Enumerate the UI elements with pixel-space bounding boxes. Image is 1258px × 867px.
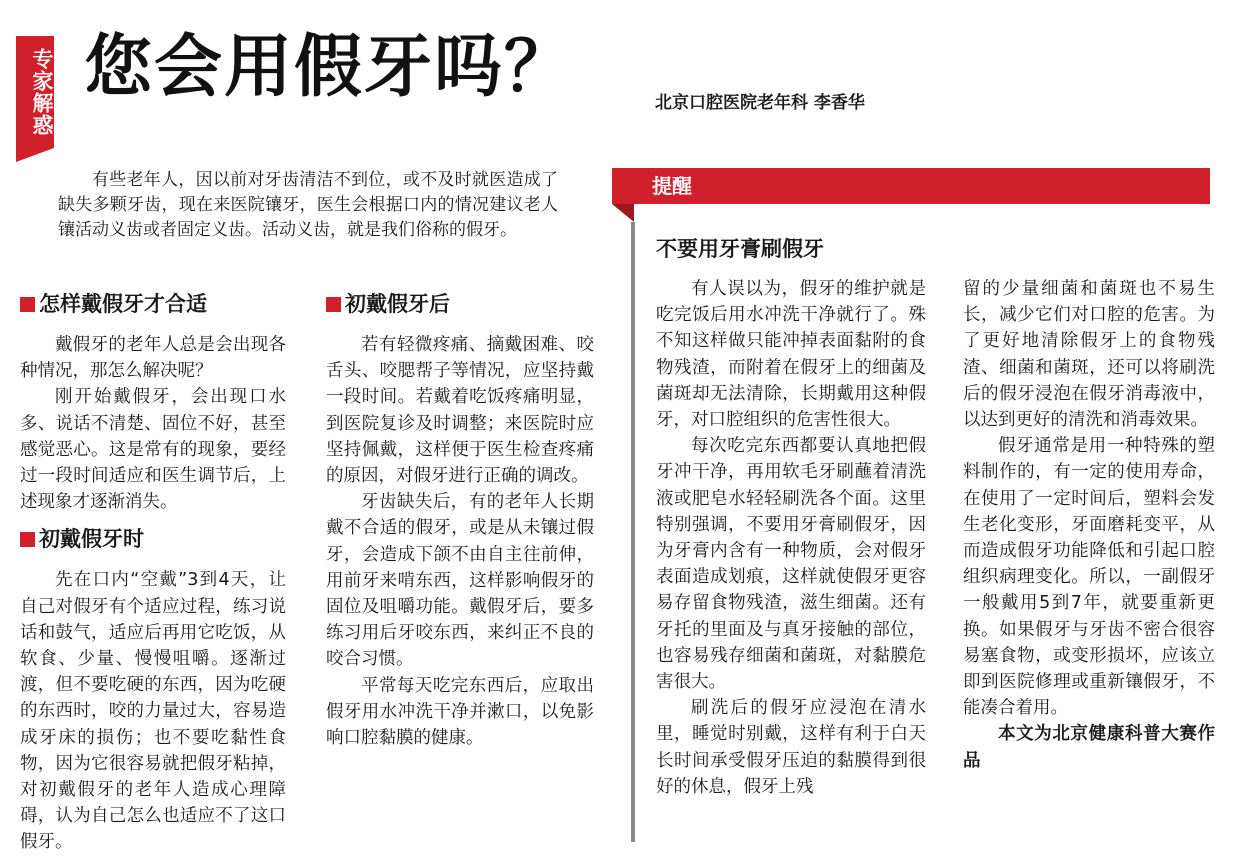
- square-bullet-icon: [20, 297, 35, 312]
- reminder-title: 不要用牙膏刷假牙: [656, 237, 824, 261]
- badge-fold: [16, 148, 54, 162]
- paragraph: 先在口内“空戴”3到4天，让自己对假牙有个适应过程，练习说话和鼓气，适应后再用它吃饭，从软食、少量、慢慢咀嚼。逐渐过渡，但不要吃硬的东西，因为吃硬的东西时，咬的力量过大，容易造成牙床的损伤；也不要吃黏性食物，因为它很容易就把假牙粘掉，对初戴假牙的老年人造成心理障碍，认为自己怎么也适应不了这口假牙。: [20, 570, 286, 853]
- author-byline: 北京口腔医院老年科 李香华: [655, 93, 865, 113]
- reminder-banner: [612, 168, 1210, 204]
- column-4: [963, 276, 1215, 774]
- banner-fold: [612, 204, 634, 222]
- paragraph: 若有轻微疼痛、摘戴困难、咬舌头、咬腮帮子等情况，应坚持戴一段时间。若戴着吃饭疼痛明显，到医院复诊及时调整；来医院时应坚持佩戴，这样便于医生检查疼痛的原因，对假牙进行正确的调改。: [326, 335, 594, 487]
- paragraph: 平常每天吃完东西后，应取出假牙用水冲洗干净并漱口，以免影响口腔黏膜的健康。: [326, 675, 594, 749]
- section-heading-after: 初戴假牙后: [326, 290, 594, 318]
- section-heading-how: 怎样戴假牙才合适: [20, 290, 286, 318]
- column-badge: [16, 36, 54, 148]
- reminder-label: 提醒: [652, 174, 692, 198]
- intro-paragraph: 有些老年人，因以前对牙齿清洁不到位，或不及时就医造成了缺失多颗牙齿，现在来医院镶牙，医生会根据口内的情况建议老人镶活动义齿或者固定义齿。活动义齿，就是我们俗称的假牙。: [58, 170, 558, 240]
- square-bullet-icon: [326, 297, 341, 312]
- article-credit: 本文为北京健康科普大赛作品: [963, 724, 1215, 771]
- paragraph: 戴假牙的老年人总是会出现各种情况，那怎么解决呢？: [20, 335, 286, 382]
- paragraph: 假牙通常是用一种特殊的塑料制作的，有一定的使用寿命，在使用了一定时间后，塑料会发生老化变形，牙面磨耗变平，从而造成假牙功能降低和引起口腔组织病理变化。所以，一副假牙一般戴用5到7年，就要重新更换。如果假牙与牙齿不密合很容易塞食物，或变形损坏，应该立即到医院修理或重新镶假牙，不能凑合着用。: [963, 436, 1215, 719]
- square-bullet-icon: [20, 532, 35, 547]
- column-3: [656, 276, 926, 800]
- badge-label: 专家解惑: [30, 48, 54, 136]
- paragraph: 刚开始戴假牙，会出现口水多、说话不清楚、固位不好，甚至感觉恶心。这是常有的现象，要经过一段时间适应和医生调节后，上述现象才逐渐消失。: [20, 387, 286, 513]
- column-2: [326, 290, 594, 751]
- column-1: [20, 290, 286, 856]
- section-heading-first-time: 初戴假牙时: [20, 525, 286, 553]
- paragraph: 每次吃完东西都要认真地把假牙冲干净，再用软毛牙刷蘸着清洗液或肥皂水轻轻刷洗各个面。这里特别强调，不要用牙膏刷假牙，因为牙膏内含有一种物质，会对假牙表面造成划痕，这样就使假牙更容易存留食物残渣，滋生细菌。还有牙托的里面及与真牙接触的部位，也容易残存细菌和菌斑，对黏膜危害很大。: [656, 436, 926, 693]
- paragraph: 有人误以为，假牙的维护就是吃完饭后用水冲洗干净就行了。殊不知这样做只能冲掉表面黏附的食物残渣，而附着在假牙上的细菌及菌斑却无法清除，长期戴用这种假牙，对口腔组织的危害性很大。: [656, 279, 926, 431]
- vertical-divider: [631, 222, 635, 842]
- paragraph: 刷洗后的假牙应浸泡在清水里，睡觉时别戴，这样有利于白天长时间承受假牙压迫的黏膜得到很好的休息，假牙上残: [656, 698, 926, 797]
- paragraph-continued: 留的少量细菌和菌斑也不易生长，减少它们对口腔的危害。为了更好地清除假牙上的食物残渣、细菌和菌斑，还可以将刷洗后的假牙浸泡在假牙消毒液中，以达到更好的清洗和消毒效果。: [963, 279, 1215, 431]
- page-title: 您会用假牙吗？: [84, 28, 575, 107]
- paragraph: 牙齿缺失后，有的老年人长期戴不合适的假牙，或是从未镶过假牙，会造成下颌不由自主往前伸，用前牙来啃东西，这样影响假牙的固位及咀嚼功能。戴假牙后，要多练习用后牙咬东西，来纠正不良的咬合习惯。: [326, 492, 594, 670]
